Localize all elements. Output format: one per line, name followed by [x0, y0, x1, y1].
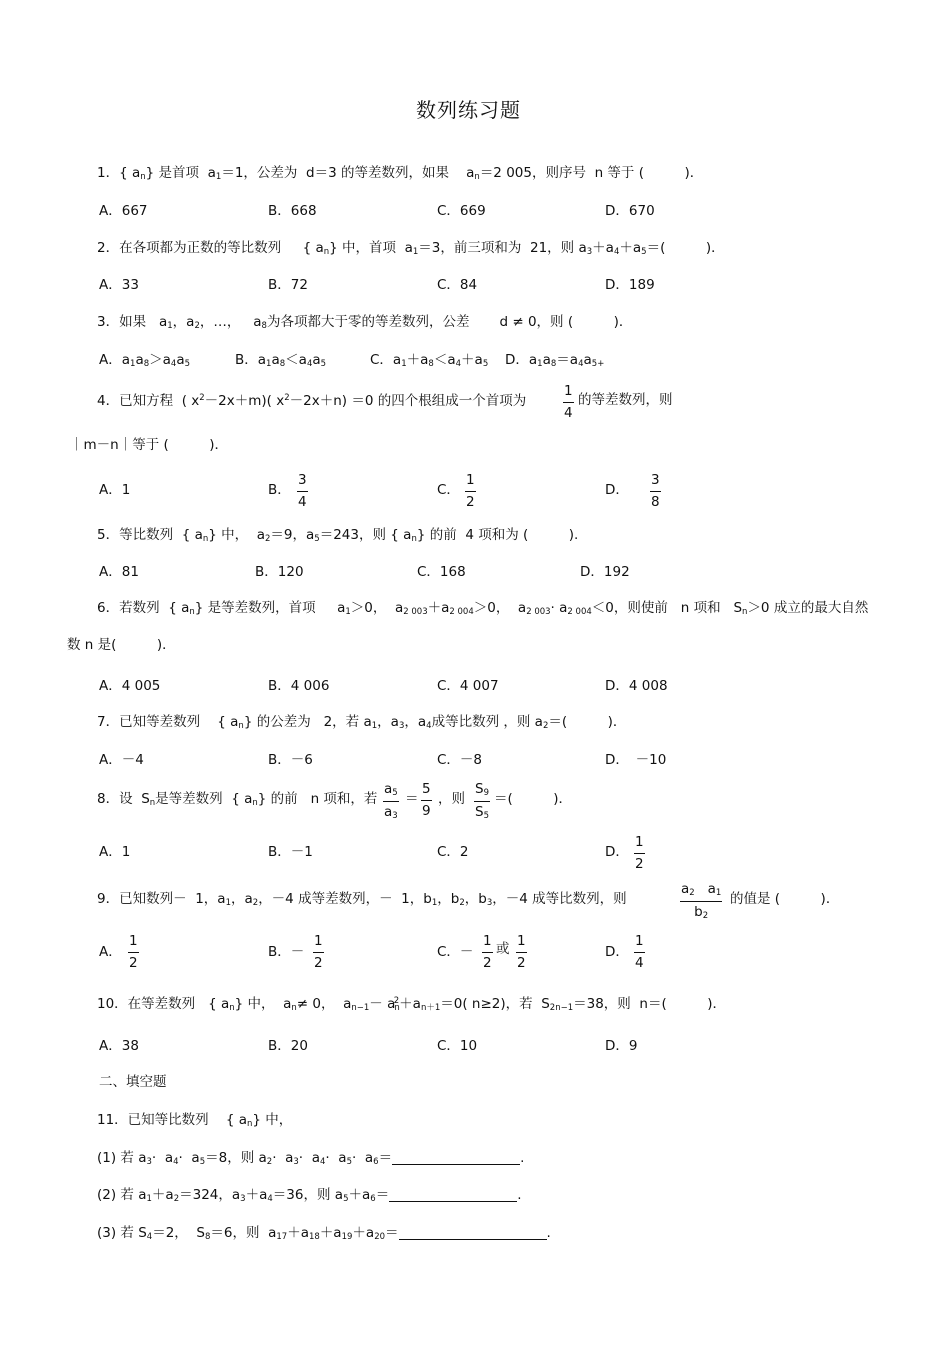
- q5-option-d: D．192: [580, 564, 630, 580]
- q9-option-a-fraction: 1 2: [129, 933, 138, 971]
- q4-option-c-fraction: 1 2: [466, 472, 475, 510]
- q8-then: ，则: [438, 791, 465, 807]
- q3-option-b: B．$a_1a_8<a_4a_5$: [235, 352, 327, 369]
- q4-option-d: D．: [605, 482, 629, 498]
- q8-option-d: D．: [605, 844, 629, 860]
- question-11-part-2: (2) 若 $a_1+a_2=324$，$a_3+a_4=36$，则 $a_5+a_6=$ .: [97, 1187, 522, 1204]
- question-7: 7．已知等差数列 { $a_n$} 的公差为 2，若 $a_1$，$a_3$，$a_4$成等比数列 ，则 $a_2=$( )．: [97, 714, 627, 731]
- question-3: 3．如果 $a_1$，$a_2$，…， $a_8$为各项都大于零的等差数列，公差 d ≠ 0，则 ( )．: [97, 314, 633, 331]
- q2-option-c: C．84: [437, 277, 478, 293]
- q7-option-b: B．－6: [268, 752, 313, 768]
- q4-option-b-fraction: 3 4: [298, 472, 307, 510]
- q9-option-b-fraction: 1 2: [314, 933, 323, 971]
- question-6-line2: 数 n 是( )．: [67, 637, 176, 653]
- q8-fraction-a5-a3: $a_5$ $a_3$: [384, 781, 398, 821]
- question-2: 2．在各项都为正数的等比数列 { $a_n$} 中，首项 $a_1=3$，前三项和为 21，则 $a_3+a_4+a_5=$( )．: [97, 240, 725, 257]
- q8-option-b: B．－1: [268, 844, 313, 860]
- q9-option-c-fraction-1: 1 2: [483, 933, 492, 971]
- question-9-tail: 的值是 ( )．: [730, 891, 840, 907]
- q6-option-b: B．4 006: [268, 678, 330, 694]
- question-6: 6．若数列 { $a_n$} 是等差数列，首项 $a_1>0$， $a_{2 003}+a_{2 004}>0$， $a_{2 003}\cdot a_{2 004}<0$，则使前 n 项和 $S_n>0$ 成立的最大自然: [97, 600, 869, 617]
- question-4: 4．已知方程 ( $x^2-2x+m$)( $x^2-2x+n) =0$ 的四个根组成一个首项为: [97, 393, 527, 409]
- q5-option-b: B．120: [255, 564, 304, 580]
- q9-option-c-or: 或: [496, 941, 510, 957]
- q4-fraction-first-term: 1 4: [564, 383, 573, 421]
- question-4-tail: 的等差数列，则: [578, 392, 673, 408]
- question-1: 1．{ $a_n$} 是首项 $a_1=1$，公差为 d＝3 的等差数列，如果 $a_n=2$ 005，则序号 n 等于 ( )．: [97, 165, 704, 182]
- q9-option-c-fraction-2: 1 2: [517, 933, 526, 971]
- q5-option-a: A．81: [99, 564, 139, 580]
- q3-option-a: A．$a_1a_8>a_4a_5$: [99, 352, 191, 369]
- q7-option-a: A．－4: [99, 752, 144, 768]
- q3-option-c: C．$a_1+a_8<a_4+a_5$: [370, 352, 489, 369]
- q4-option-d-fraction: 3 8: [651, 472, 660, 510]
- q7-option-c: C．－8: [437, 752, 483, 768]
- question-5: 5．等比数列 { $a_n$} 中， $a_2=9$，$a_5=243$，则 { $a_n$} 的前 4 项和为 ( ).: [97, 527, 579, 544]
- q9-option-c: C．－: [437, 944, 474, 960]
- q1-option-c: C．669: [437, 203, 486, 219]
- q6-option-d: D．4 008: [605, 678, 668, 694]
- q2-option-a: A．33: [99, 277, 139, 293]
- q8-option-c: C．2: [437, 844, 469, 860]
- question-4-line2: ｜m－n｜等于 ( )．: [70, 437, 229, 453]
- question-8: 8．设 $S_n$是等差数列 { $a_n$} 的前 n 项和，若: [97, 791, 378, 808]
- q2-option-d: D．189: [605, 277, 655, 293]
- q3-option-d: D．$a_1a_8=a_4a_{5+}$: [505, 352, 605, 369]
- q8-fraction-5-9: 5 9: [422, 781, 431, 819]
- q4-option-b: B．: [268, 482, 291, 498]
- question-10: 10．在等差数列 { $a_n$} 中， $a_n\ne 0$， $a_{n-1}- a_n^2+a_{n+1}=0$( n≥2)，若 $S_{2n-1}=38$，则 n＝( )．: [97, 996, 726, 1013]
- q8-option-a: A．1: [99, 844, 131, 860]
- q4-option-a: A．1: [99, 482, 131, 498]
- q9-option-d-fraction: 1 4: [635, 933, 644, 971]
- section-heading-fill-in: 二、填空题: [99, 1074, 167, 1090]
- q6-option-c: C．4 007: [437, 678, 499, 694]
- q10-option-c: C．10: [437, 1038, 478, 1054]
- question-11-part-1: (1) 若 $a_3\cdot a_4\cdot a_5=8$，则 $a_2\cdot a_3\cdot a_4\cdot a_5\cdot a_6=$ .: [97, 1150, 525, 1167]
- question-11: 11．已知等比数列 { $a_n$} 中，: [97, 1112, 293, 1129]
- q9-option-b: B．－: [268, 944, 305, 960]
- q8-option-d-fraction: 1 2: [635, 834, 644, 872]
- question-11-part-3: (3) 若 $S_4=2$， $S_8=6$，则 $a_{17}+a_{18}+a_{19}+a_{20}=$ .: [97, 1225, 551, 1242]
- q10-option-d: D．9: [605, 1038, 638, 1054]
- q9-option-d: D．: [605, 944, 629, 960]
- q9-fraction-a2-a1-b2: $a_2$ $a_1$ $b_2$: [681, 881, 722, 921]
- q9-option-a: A．: [99, 944, 122, 960]
- q8-tail: ＝( )．: [494, 791, 573, 807]
- q1-option-d: D．670: [605, 203, 655, 219]
- q4-option-c: C．: [437, 482, 460, 498]
- q1-option-b: B．668: [268, 203, 317, 219]
- q7-option-d: D． －10: [605, 752, 667, 768]
- q2-option-b: B．72: [268, 277, 308, 293]
- q5-option-c: C．168: [417, 564, 466, 580]
- q10-option-a: A．38: [99, 1038, 139, 1054]
- question-9: 9．已知数列－ 1，$a_1$，$a_2$，－4 成等差数列，－ 1，$b_1$，$b_2$，$b_3$，－4 成等比数列，则: [97, 891, 627, 908]
- q1-option-a: A．667: [99, 203, 148, 219]
- q8-equals: ＝: [405, 791, 419, 807]
- q6-option-a: A．4 005: [99, 678, 161, 694]
- page-title: 数列练习题: [416, 98, 521, 122]
- q10-option-b: B．20: [268, 1038, 308, 1054]
- q8-fraction-s9-s5: $S_9$ $S_5$: [475, 781, 489, 821]
